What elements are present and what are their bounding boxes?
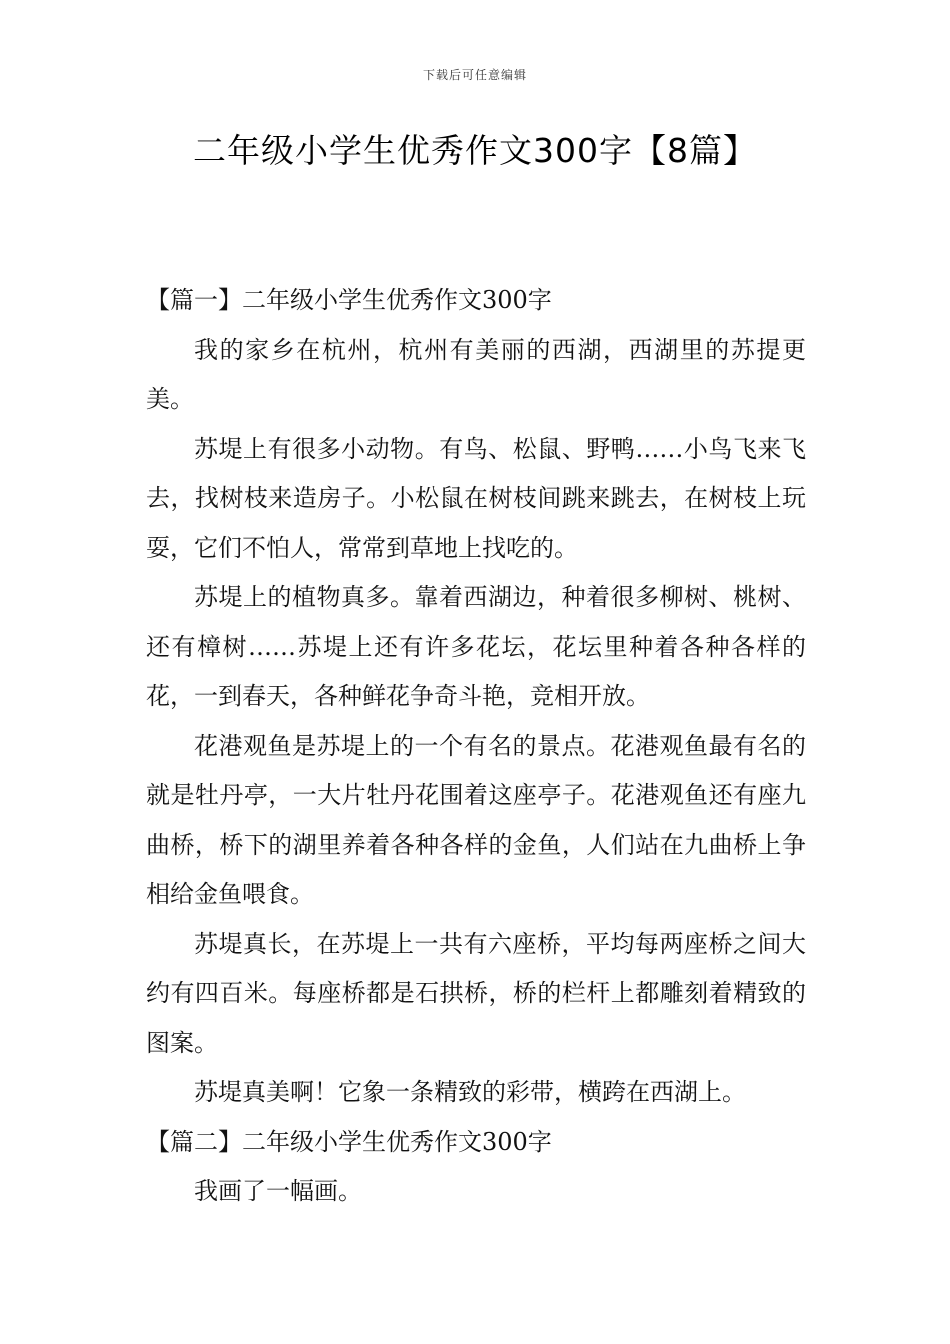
paragraph: 苏堤上有很多小动物。有鸟、松鼠、野鸭……小鸟飞来飞去，找树枝来造房子。小松鼠在树枝间跳来跳去，在树枝上玩耍，它们不怕人，常常到草地上找吃的。: [146, 434, 806, 562]
paragraph: 我的家乡在杭州，杭州有美丽的西湖，西湖里的苏提更美。: [146, 335, 806, 413]
header-note: 下载后可任意编辑: [422, 68, 527, 82]
section-heading-1: 【篇一】二年级小学生优秀作文300字: [146, 286, 552, 314]
article-body: [146, 276, 806, 1217]
paragraph: 花港观鱼是苏堤上的一个有名的景点。花港观鱼最有名的就是牡丹亭，一大片牡丹花围着这座亭子。花港观鱼还有座九曲桥，桥下的湖里养着各种各样的金鱼，人们站在九曲桥上争相给金鱼喂食。: [146, 731, 806, 908]
section-heading-2: 【篇二】二年级小学生优秀作文300字: [146, 1127, 552, 1156]
paragraph: 苏堤真美啊！它象一条精致的彩带，横跨在西湖上。: [194, 1078, 746, 1106]
paragraph: 苏堤上的植物真多。靠着西湖边，种着很多柳树、桃树、还有樟树……苏堤上还有许多花坛，花坛里种着各种各样的花，一到春天，各种鲜花争奇斗艳，竞相开放。: [146, 583, 806, 710]
document-title: 二年级小学生优秀作文300字【8篇】: [193, 131, 757, 170]
paragraph: 我画了一幅画。: [194, 1177, 362, 1205]
paragraph: 苏堤真长，在苏堤上一共有六座桥，平均每两座桥之间大约有四百米。每座桥都是石拱桥，桥的栏杆上都雕刻着精致的图案。: [146, 929, 806, 1057]
